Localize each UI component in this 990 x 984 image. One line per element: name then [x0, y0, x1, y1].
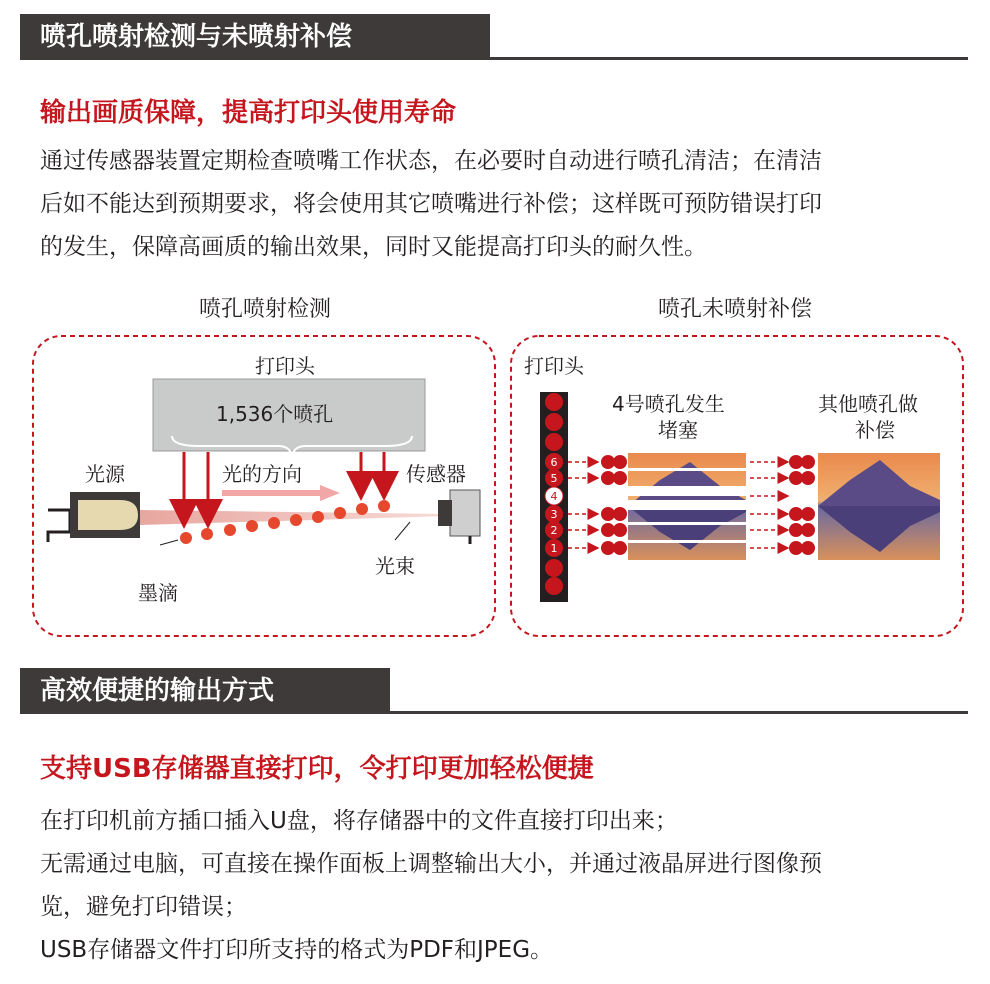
section1-paragraph-line: 的发生，保障高画质的输出效果，同时又能提高打印头的耐久性。 — [40, 234, 707, 260]
svg-text:1: 1 — [550, 542, 558, 555]
section2-header — [20, 668, 968, 714]
sensor-label: 传感器 — [406, 462, 466, 486]
section2-paragraph-line: USB存储器文件打印所支持的格式为PDF和JPEG。 — [40, 937, 554, 963]
other-caption-1: 其他喷孔做 — [818, 392, 918, 416]
sensor-window — [438, 500, 452, 526]
left-diagram-title: 喷孔喷射检测 — [198, 297, 331, 322]
svg-text:6: 6 — [550, 456, 558, 469]
section2-paragraph-line: 无需通过电脑，可直接在操作面板上调整输出大小，并通过液晶屏进行图像预 — [40, 851, 822, 877]
blocked-caption-2: 堵塞 — [658, 418, 698, 442]
compensated-output-image — [818, 453, 940, 560]
section1-title: 喷孔喷射检测与未喷射补偿 — [20, 14, 490, 60]
section2-title: 高效便捷的输出方式 — [20, 668, 390, 714]
nozzle-count-label: 1,536个喷孔 — [216, 402, 334, 426]
light-source-bracket — [48, 510, 70, 542]
mid-number-circles — [601, 455, 627, 555]
section2-paragraph-line: 览，避免打印错误； — [40, 894, 247, 920]
light-beam-label: 光束 — [375, 554, 415, 578]
blocked-caption-1: 4号喷孔发生 — [612, 392, 725, 416]
light-direction-label: 光的方向 — [222, 462, 302, 486]
section2-headline: 支持USB存储器直接打印，令打印更加轻松便捷 — [40, 754, 594, 784]
svg-text:2: 2 — [550, 524, 558, 537]
section1-headline: 输出画质保障，提高打印头使用寿命 — [40, 98, 457, 128]
light-source-label: 光源 — [85, 462, 125, 486]
other-caption-2: 补偿 — [855, 418, 895, 442]
right-number-circles — [789, 455, 815, 555]
right-printhead-label: 打印头 — [524, 354, 584, 378]
section1-paragraph-line: 通过传感器装置定期检查喷嘴工作状态，在必要时自动进行喷孔清洁；在清洁 — [40, 148, 822, 174]
light-source-lens — [78, 500, 138, 530]
svg-text:3: 3 — [550, 508, 558, 521]
ink-drops-label: 墨滴 — [138, 581, 178, 605]
section2-paragraph — [40, 800, 960, 972]
section2-paragraph-line: 在打印机前方插口插入U盘，将存储器中的文件直接打印出来； — [40, 808, 678, 834]
svg-text:5: 5 — [550, 472, 558, 485]
blocked-output-image — [628, 453, 746, 560]
right-diagram-title: 喷孔未喷射补偿 — [657, 297, 812, 322]
sensor-body — [450, 490, 480, 536]
left-printhead-label: 打印头 — [255, 354, 315, 378]
svg-text:4: 4 — [550, 490, 558, 503]
section2-rule — [20, 711, 968, 714]
section1-paragraph-line: 后如不能达到预期要求，将会使用其它喷嘴进行补偿；这样既可预防错误打印 — [40, 191, 822, 217]
